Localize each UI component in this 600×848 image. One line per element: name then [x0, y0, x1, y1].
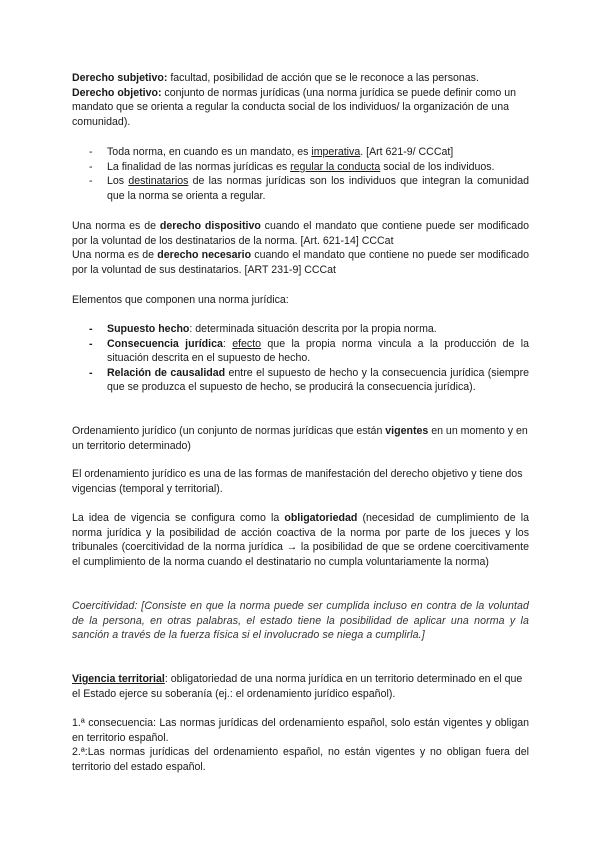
heading-elementos: Elementos que componen una norma jurídica:	[72, 294, 289, 306]
separator: :	[222, 337, 233, 350]
def-derecho-subjetivo: facultad, posibilidad de acción que se le reconoce a las personas.	[167, 72, 479, 84]
term-consecuencia-juridica: Consecuencia jurídica	[107, 337, 223, 350]
list-norma-properties	[89, 145, 529, 203]
item-text: Los	[107, 175, 129, 188]
term-derecho-objetivo: Derecho objetivo:	[72, 86, 162, 99]
underlined-term: efecto	[232, 337, 262, 350]
list-elementos	[89, 322, 529, 395]
underlined-term: imperativa	[311, 146, 361, 158]
text: cuando el mandato que contiene no puede ser modificado por la voluntad de sus destinatarios. [ART 231-9] CCCat	[72, 249, 529, 276]
consecuencia-1: 1.ª consecuencia: Las normas jurídicas del ordenamiento español, solo están vigentes y obligan en territorio español.	[72, 717, 529, 744]
list-item	[89, 145, 529, 160]
item-text: social de los individuos.	[380, 160, 495, 173]
item-text: La finalidad de las normas jurídicas es	[107, 160, 291, 173]
def-derecho-objetivo: conjunto de normas jurídicas (una norma jurídica se puede definir como un mandato que se orienta a regular la conducta social de los individuos/ la organización de una comunidad).	[72, 86, 516, 128]
text: Una norma es de	[72, 220, 160, 232]
consecuencia-2: 2.ª:Las normas jurídicas del ordenamiento español, no están vigentes y no obligan fuera del territorio del estado español.	[72, 746, 529, 773]
item-text: Toda norma, en cuando es un mandato, es	[107, 146, 312, 158]
text: Ordenamiento jurídico (un conjunto de normas jurídicas que están	[72, 425, 386, 437]
list-item	[89, 322, 529, 337]
list-item	[89, 337, 529, 366]
term-vigencia-territorial: Vigencia territorial	[72, 673, 165, 685]
paragraph-vigencia-territorial	[72, 672, 529, 701]
term-derecho-necesario: derecho necesario	[157, 249, 252, 262]
underlined-term: regular la conducta	[290, 160, 381, 173]
text: (necesidad de cumplimiento de la norma jurídica y la posibilidad de acción coactiva de la norma por parte de los jueces y los tribunales (coercitividad de la norma jurídica → la posibilidad de que se ordene coercitivamente el cumplimiento de la norma cuando el destinatario no cumpla voluntariamente la norma)	[72, 512, 529, 568]
text: cuando el mandato que contiene puede ser modificado por la voluntad de los destinatarios de la norma. [Art. 621-14] CCCat	[72, 220, 529, 247]
paragraph-ordenamiento	[72, 424, 529, 453]
item-text: entre el supuesto de hecho y la consecuencia jurídica (siempre que se produzca el supuesto de hecho, se producirá la consecuencia jurídica).	[107, 366, 529, 394]
paragraph-manifestacion: El ordenamiento jurídico es una de las formas de manifestación del derecho objetivo y tiene dos vigencias (temporal y territorial).	[72, 468, 523, 495]
list-item	[89, 160, 529, 175]
item-text: : determinada situación descrita por la propia norma.	[189, 323, 437, 335]
item-text: que la propia norma vincula a la producción de la situación descrita en el supuesto de hecho.	[107, 337, 529, 365]
underlined-term: destinatarios	[128, 175, 189, 188]
list-item	[89, 174, 529, 203]
term-vigentes: vigentes	[385, 425, 429, 437]
text: : obligatoriedad de una norma jurídica en un territorio determinado en el que el Estado ejerce su soberanía (ej.: el ordenamiento jurídico español).	[72, 673, 523, 700]
paragraph-coercitividad: Coercitividad: [Consiste en que la norma puede ser cumplida incluso en contra de la voluntad de la persona, en otras palabras, el estado tiene la posibilidad de aplicar una norma y la sanción a través de la fuerza física si el involucrado se niega a cumplirla.]	[72, 600, 529, 642]
paragraph-vigencia	[72, 511, 529, 569]
paragraph-dispositivo-necesario	[72, 219, 529, 277]
item-text: . [Art 621-9/ CCCat]	[360, 146, 454, 158]
paragraph-consecuencias	[72, 716, 529, 774]
text: La idea de vigencia se configura como la	[72, 512, 285, 524]
text: en un momento y en un territorio determinado)	[72, 425, 528, 452]
paragraph-definitions	[72, 71, 529, 129]
term-relacion-causalidad: Relación de causalidad	[107, 366, 226, 379]
list-item	[89, 366, 529, 395]
term-supuesto-hecho: Supuesto hecho	[107, 323, 190, 335]
term-derecho-subjetivo: Derecho subjetivo:	[72, 72, 168, 84]
text: Una norma es de	[72, 249, 158, 262]
term-obligatoriedad: obligatoriedad	[284, 512, 358, 524]
item-text: de las normas jurídicas son los individuos que integran la comunidad que la norma se orienta a regular.	[107, 175, 529, 202]
term-derecho-dispositivo: derecho dispositivo	[159, 220, 261, 232]
